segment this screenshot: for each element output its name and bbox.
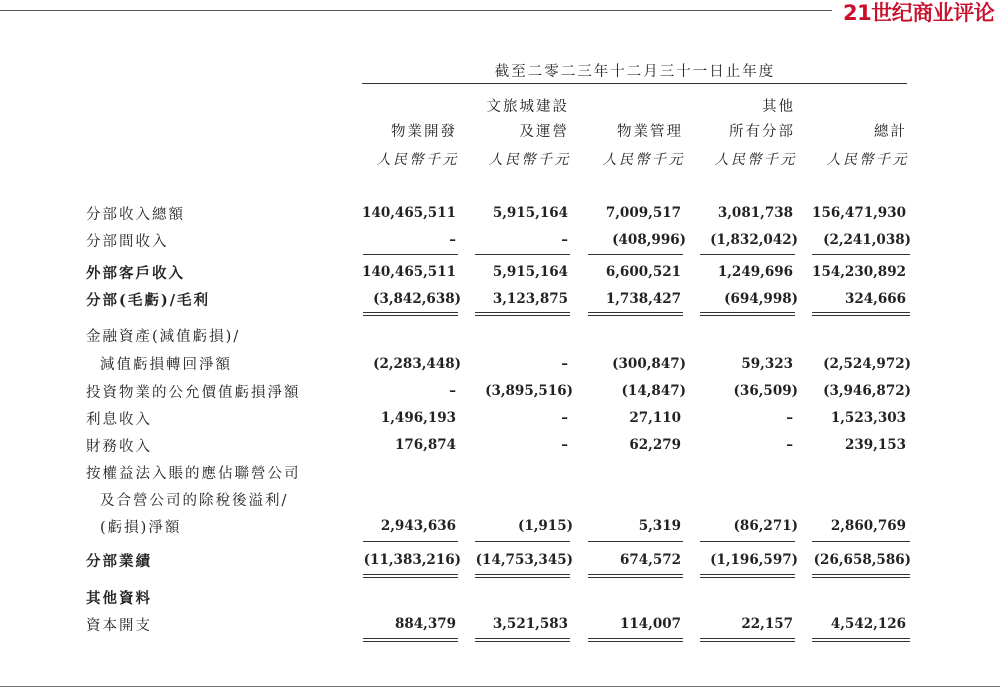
cell: 3,123,875 xyxy=(492,291,568,307)
row-label: 資本開支 xyxy=(86,618,152,634)
total-rule xyxy=(812,638,910,639)
cell: (11,383,216) xyxy=(363,552,461,568)
total-rule xyxy=(700,574,795,575)
cell: 22,157 xyxy=(741,616,793,632)
total-rule xyxy=(475,574,570,575)
cell: (2,524,972) xyxy=(823,356,911,372)
cell: – xyxy=(449,232,456,248)
total-rule xyxy=(700,641,795,642)
subtotal-rule xyxy=(588,254,683,255)
cell: 1,249,696 xyxy=(717,264,793,280)
column-header: 物業管理 xyxy=(617,124,683,140)
total-rule xyxy=(475,641,570,642)
subtotal-rule xyxy=(588,541,683,542)
column-unit: 人民幣千元 xyxy=(488,152,571,168)
row-label: 分部(毛虧)/毛利 xyxy=(86,292,211,309)
cell: 154,230,892 xyxy=(812,264,906,280)
cell: (3,842,638) xyxy=(373,291,461,307)
column-unit: 人民幣千元 xyxy=(714,152,797,168)
cell: 59,323 xyxy=(741,356,793,372)
subtotal-rule xyxy=(475,541,570,542)
total-rule xyxy=(700,577,795,578)
cell: (408,996) xyxy=(612,232,686,248)
cell: – xyxy=(561,356,568,372)
cell: – xyxy=(786,410,793,426)
column-header: 所有分部 xyxy=(729,124,795,140)
bottom-rule xyxy=(0,686,1000,687)
total-rule xyxy=(812,312,910,313)
cell: – xyxy=(786,437,793,453)
total-rule xyxy=(475,577,570,578)
row-label: 外部客戶收入 xyxy=(86,265,185,282)
total-rule xyxy=(812,641,910,642)
cell: (36,509) xyxy=(733,383,798,399)
cell: 3,081,738 xyxy=(717,205,793,221)
row-label: 分部業績 xyxy=(86,553,152,570)
row-label: 及合營公司的除稅後溢利/ xyxy=(100,493,289,509)
total-rule xyxy=(363,315,458,316)
row-label: 利息收入 xyxy=(86,412,152,428)
cell: 1,738,427 xyxy=(605,291,681,307)
row-label: 減值虧損轉回淨額 xyxy=(100,357,232,373)
cell: 27,110 xyxy=(629,410,681,426)
brand-logo: 21世纪商业评论 xyxy=(843,1,995,25)
cell: 114,007 xyxy=(619,616,681,632)
cell: 1,523,303 xyxy=(830,410,906,426)
total-rule xyxy=(588,574,683,575)
cell: 5,915,164 xyxy=(492,205,568,221)
cell: (86,271) xyxy=(733,518,798,534)
total-rule xyxy=(700,638,795,639)
cell: 3,521,583 xyxy=(492,616,568,632)
cell: (300,847) xyxy=(612,356,686,372)
total-rule xyxy=(363,574,458,575)
row-label: 分部間收入 xyxy=(86,234,169,250)
column-header: 文旅城建設 xyxy=(486,99,569,115)
subtotal-rule xyxy=(363,254,458,255)
row-label: 分部收入總額 xyxy=(86,207,185,223)
column-unit: 人民幣千元 xyxy=(376,152,459,168)
total-rule xyxy=(700,315,795,316)
subtotal-rule xyxy=(812,254,910,255)
column-header: 物業開發 xyxy=(391,124,457,140)
total-rule xyxy=(588,638,683,639)
row-label: 其他資料 xyxy=(86,590,152,607)
total-rule xyxy=(588,577,683,578)
total-rule xyxy=(475,638,570,639)
total-rule xyxy=(475,312,570,313)
cell: 140,465,511 xyxy=(362,264,456,280)
cell: 2,860,769 xyxy=(830,518,906,534)
cell: 5,319 xyxy=(638,518,681,534)
cell: (1,196,597) xyxy=(710,552,798,568)
total-rule xyxy=(363,577,458,578)
total-rule xyxy=(475,315,570,316)
top-rule xyxy=(0,10,832,11)
column-header: 其他 xyxy=(762,99,795,115)
total-rule xyxy=(588,312,683,313)
cell: (1,832,042) xyxy=(710,232,798,248)
row-label: (虧損)淨額 xyxy=(100,520,182,536)
total-rule xyxy=(812,315,910,316)
cell: 324,666 xyxy=(844,291,906,307)
column-header: 及運營 xyxy=(519,124,569,140)
row-label: 財務收入 xyxy=(86,439,152,455)
cell: (26,658,586) xyxy=(813,552,911,568)
cell: 6,600,521 xyxy=(605,264,681,280)
total-rule xyxy=(363,638,458,639)
row-label: 按權益法入賬的應佔聯營公司 xyxy=(86,466,301,482)
cell: 7,009,517 xyxy=(605,205,681,221)
cell: – xyxy=(449,383,456,399)
cell: 62,279 xyxy=(629,437,681,453)
total-rule xyxy=(363,641,458,642)
total-rule xyxy=(363,312,458,313)
cell: 176,874 xyxy=(394,437,456,453)
cell: (14,847) xyxy=(621,383,686,399)
cell: (2,283,448) xyxy=(373,356,461,372)
cell: 5,915,164 xyxy=(492,264,568,280)
period-rule xyxy=(362,83,907,84)
total-rule xyxy=(588,641,683,642)
cell: 884,379 xyxy=(394,616,456,632)
cell: 140,465,511 xyxy=(362,205,456,221)
row-label: 金融資產(減值虧損)/ xyxy=(86,329,241,345)
cell: 4,542,126 xyxy=(830,616,906,632)
period-heading: 截至二零二三年十二月三十一日止年度 xyxy=(494,64,776,80)
cell: (2,241,038) xyxy=(823,232,911,248)
total-rule xyxy=(812,574,910,575)
column-unit: 人民幣千元 xyxy=(602,152,685,168)
column-header: 總計 xyxy=(874,124,907,140)
subtotal-rule xyxy=(475,254,570,255)
cell: (3,895,516) xyxy=(485,383,573,399)
cell: 1,496,193 xyxy=(380,410,456,426)
column-unit: 人民幣千元 xyxy=(826,152,909,168)
cell: – xyxy=(561,410,568,426)
subtotal-rule xyxy=(700,541,795,542)
cell: (1,915) xyxy=(517,518,573,534)
subtotal-rule xyxy=(363,541,458,542)
cell: 156,471,930 xyxy=(812,205,906,221)
cell: – xyxy=(561,232,568,248)
cell: (694,998) xyxy=(724,291,798,307)
cell: 674,572 xyxy=(619,552,681,568)
subtotal-rule xyxy=(700,254,795,255)
cell: (14,753,345) xyxy=(475,552,573,568)
cell: 239,153 xyxy=(844,437,906,453)
row-label: 投資物業的公允價值虧損淨額 xyxy=(86,385,301,401)
total-rule xyxy=(588,315,683,316)
cell: 2,943,636 xyxy=(380,518,456,534)
subtotal-rule xyxy=(812,541,910,542)
cell: – xyxy=(561,437,568,453)
cell: (3,946,872) xyxy=(823,383,911,399)
total-rule xyxy=(700,312,795,313)
total-rule xyxy=(812,577,910,578)
